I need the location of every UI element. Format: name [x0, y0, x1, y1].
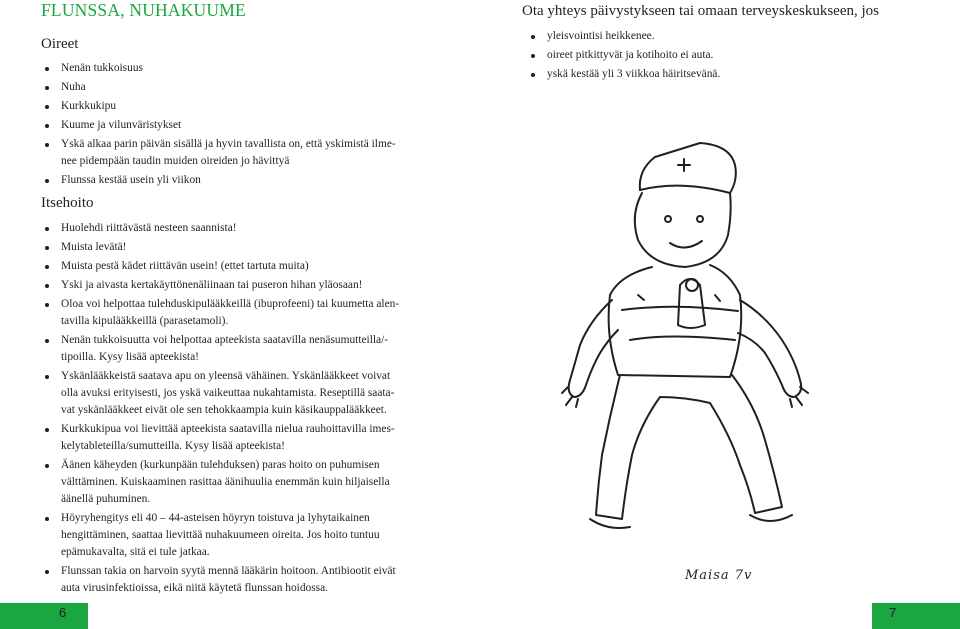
list-item-line: epämukavalta, sitä ei tule jatkaa.: [61, 546, 210, 558]
head-outline: [635, 193, 731, 267]
footer-bar: [0, 603, 88, 629]
list-item-line: tipoilla. Kysy lisää apteekista!: [61, 351, 199, 363]
pocket-bag: [678, 279, 705, 328]
list-item: Muista levätä!: [41, 239, 399, 256]
list-item-line: vat yskänlääkkeet eivät ole sen tehokkaampia kuin käsikauppalääkkeet.: [61, 404, 387, 416]
list-item-line: hengittäminen, saattaa lievittää nuhakuumeen oireita. Jos hoito tuntuu: [61, 529, 380, 541]
list-item-line: välttäminen. Kuiskaaminen rasittaa äänihuulia enemmän kuin hiljaisella: [61, 476, 390, 488]
list-item-line: Äänen käheyden (kurkunpään tulehduksen) paras hoito on puhumisen: [61, 459, 380, 471]
page-number: 6: [59, 605, 67, 620]
list-item: Kuume ja vilunväristykset: [41, 117, 396, 134]
child-drawing-figure: [560, 135, 820, 555]
right-foot: [750, 515, 792, 521]
list-item: Nenän tukkoisuus: [41, 60, 396, 77]
legs-outline: [596, 375, 782, 519]
list-item-line: olla avuksi erityisesti, jos yskä vaikeuttaa nukahtamista. Reseptillä saata-: [61, 387, 395, 399]
torso-stripe: [622, 307, 738, 311]
list-item-line: auta virusinfektioissa, eikä niitä käytetä flunssan hoidossa.: [61, 582, 328, 594]
list-item: Flunssa kestää usein yli viikon: [41, 172, 396, 189]
list-item: [41, 563, 399, 597]
list-item-line: nee pidempään taudin muiden oireiden jo hävittyä: [61, 155, 290, 167]
contact-heading: Ota yhteys päivystykseen tai omaan terveyskeskukseen, jos: [522, 3, 879, 19]
artist-signature: Maisa 7v: [685, 568, 753, 583]
hat-cross: [678, 159, 690, 171]
symptoms-heading: Oireet: [41, 36, 79, 52]
list-item: [41, 136, 396, 170]
list-item-line: Oloa voi helpottaa tulehduskipulääkkeillä (ibuprofeeni) tai kuumetta alen-: [61, 298, 400, 310]
list-item: Kurkkukipu: [41, 98, 396, 115]
bag-clasp: [686, 279, 698, 291]
left-foot: [590, 519, 630, 528]
list-item: [41, 421, 399, 455]
list-item-line: tavilla kipulääkkeillä (parasetamoli).: [61, 315, 229, 327]
list-item-line: Höyryhengitys eli 40 – 44-asteisen höyryn toistuva ja lyhytaikainen: [61, 512, 370, 524]
list-item: [41, 457, 399, 508]
list-item-line: kelytableteilla/sumutteilla. Kysy lisää apteekista!: [61, 440, 285, 452]
list-item: Huolehdi riittävästä nesteen saannista!: [41, 220, 399, 237]
list-item-line: Flunssan takia on harvoin syytä mennä lääkärin hoitoon. Antibiootit eivät: [61, 565, 396, 577]
selfcare-heading: Itsehoito: [41, 195, 94, 211]
list-item: Yski ja aivasta kertakäyttönenäliinaan tai puseron hihan yläosaan!: [41, 277, 399, 294]
selfcare-list: [41, 220, 399, 597]
list-item: yskä kestää yli 3 viikkoa häiritsevänä.: [527, 66, 720, 83]
list-item-line: Yskänlääkkeistä saatava apu on yleensä vähäinen. Yskänlääkkeet voivat: [61, 370, 391, 382]
list-item: [41, 296, 399, 330]
torso-outline: [609, 265, 742, 377]
list-item-line: Nenän tukkoisuutta voi helpottaa apteekista saatavilla nenäsumutteilla/-: [61, 334, 389, 346]
list-item-line: Yskä alkaa parin päivän sisällä ja hyvin tavallista on, että yskimistä ilme-: [61, 138, 396, 150]
list-item: oireet pitkittyvät ja kotihoito ei auta.: [527, 47, 720, 64]
list-item: [41, 332, 399, 366]
page-title: FLUNSSA, NUHAKUUME: [41, 0, 246, 20]
page-number: 7: [889, 605, 897, 620]
right-eye: [697, 216, 703, 222]
hat-brim: [640, 186, 730, 193]
list-item: yleisvointisi heikkenee.: [527, 28, 720, 45]
torso-stripe: [630, 337, 735, 341]
right-arm: [738, 300, 801, 397]
list-item: Muista pestä kädet riittävän usein! (ettet tartuta muita): [41, 258, 399, 275]
mouth: [670, 241, 702, 248]
left-eye: [665, 216, 671, 222]
list-item-line: äänellä puhuminen.: [61, 493, 151, 505]
contact-list: [527, 28, 720, 83]
list-item: [41, 510, 399, 561]
list-item-line: Kurkkukipua voi lievittää apteekista saatavilla nielua rauhoittavilla imes-: [61, 423, 395, 435]
list-item: Nuha: [41, 79, 396, 96]
footer-bar: [872, 603, 960, 629]
symptoms-list: [41, 60, 396, 189]
list-item: [41, 368, 399, 419]
